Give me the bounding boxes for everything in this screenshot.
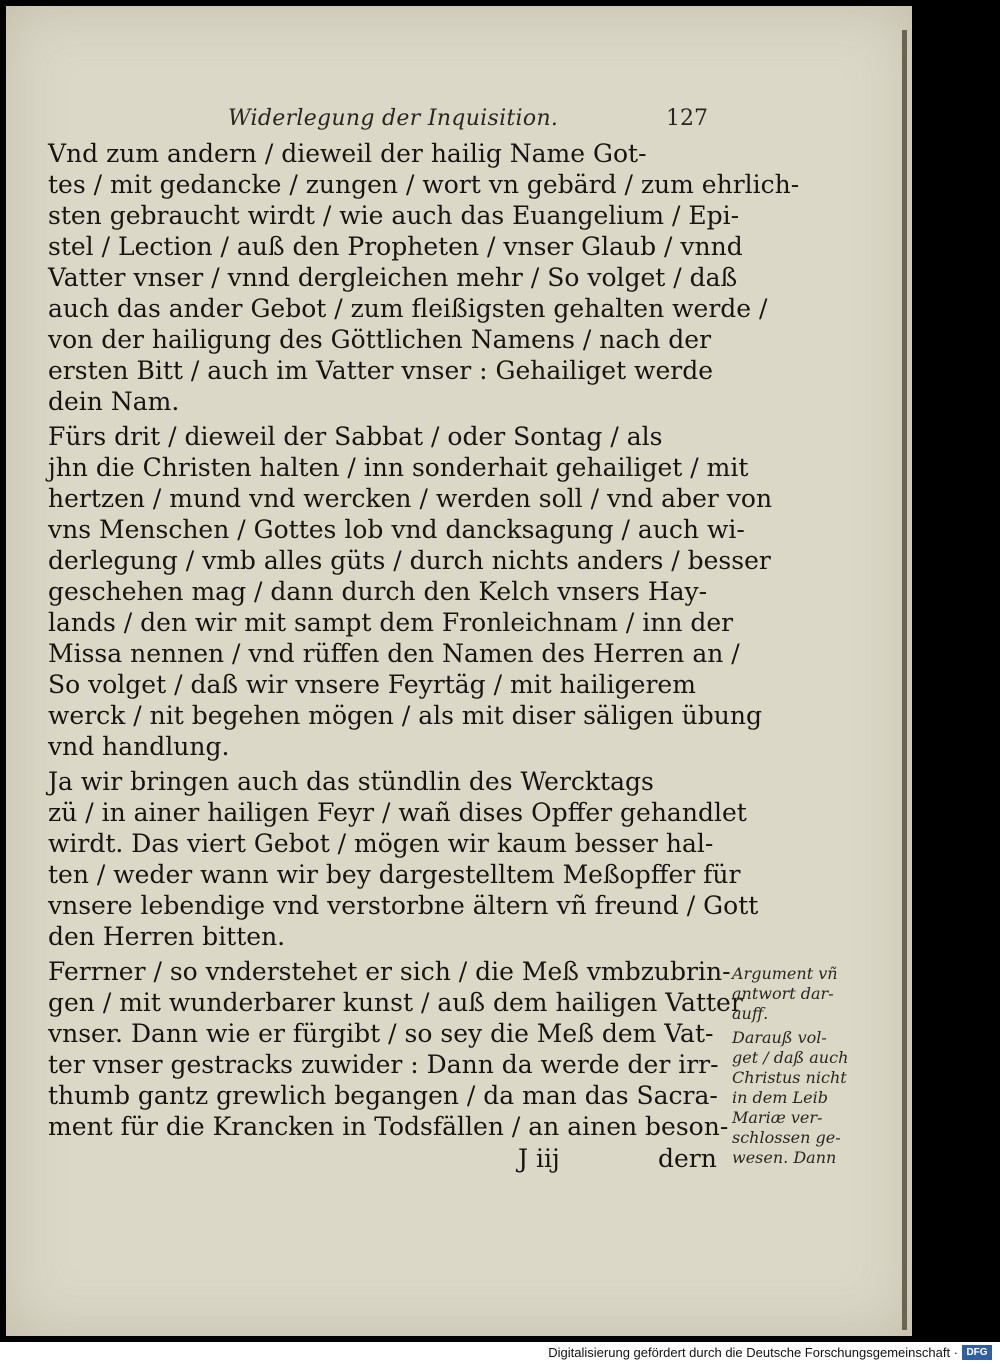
- text-line: geschehen mag / dann durch den Kelch vnsers Hay-: [48, 577, 708, 606]
- signature-mark: J iij: [518, 1144, 560, 1173]
- text-line: Vnd zum andern / dieweil der hailig Name Got-: [48, 139, 647, 168]
- text-line: Vatter vnser / vnnd dergleichen mehr / So volget / daß: [48, 263, 738, 292]
- text-line: Ferrner / so vnderstehet er sich / die Meß vmbzubrin-: [48, 957, 731, 986]
- funding-notice: Digitalisierung gefördert durch die Deutsche Forschungsgemeinschaft ·: [548, 1345, 958, 1360]
- text-line: So volget / daß wir vnsere Feyrtäg / mit hailigerem: [48, 670, 696, 699]
- margin-note-line: Christus nicht: [732, 1068, 847, 1087]
- book-page: [6, 6, 912, 1336]
- running-head: Widerlegung der Inquisition.: [228, 106, 559, 131]
- margin-note-line: schlossen ge-: [732, 1128, 841, 1147]
- text-line: werck / nit begehen mögen / als mit diser säligen übung: [48, 701, 762, 730]
- text-line: vns Menschen / Gottes lob vnd dancksagung / auch wi-: [48, 515, 745, 544]
- text-line: zü / in ainer hailigen Feyr / wañ dises Opffer gehandlet: [48, 798, 747, 827]
- text-line: hertzen / mund vnd wercken / werden soll / vnd aber von: [48, 484, 773, 513]
- text-line: gen / mit wunderbarer kunst / auß dem hailigen Vatter: [48, 988, 743, 1017]
- margin-note-line: wesen. Dann: [732, 1148, 837, 1167]
- text-line: ter vnser gestracks zuwider : Dann da werde der irr-: [48, 1050, 719, 1079]
- margin-note-line: Argument vñ: [732, 964, 838, 983]
- text-line: Missa nennen / vnd rüffen den Namen des Herren an /: [48, 639, 740, 668]
- margin-note-line: in dem Leib: [732, 1088, 828, 1107]
- margin-note-line: auff.: [732, 1004, 769, 1023]
- text-line: den Herren bitten.: [48, 922, 286, 951]
- text-line: thumb gantz grewlich begangen / da man das Sacra-: [48, 1081, 718, 1110]
- text-line: auch das ander Gebot / zum fleißigsten gehalten werde /: [48, 294, 768, 323]
- dfg-logo: DFG: [962, 1345, 992, 1360]
- text-line: jhn die Christen halten / inn sonderhait gehailiget / mit: [48, 453, 749, 482]
- text-line: von der hailigung des Göttlichen Namens / nach der: [48, 325, 712, 354]
- text-line: stel / Lection / auß den Propheten / vnser Glaub / vnnd: [48, 232, 743, 261]
- text-line: ment für die Krancken in Todsfällen / an ainen beson-: [48, 1112, 729, 1141]
- margin-note-line: antwort dar-: [732, 984, 834, 1003]
- text-line: Fürs drit / dieweil der Sabbat / oder Sontag / als: [48, 422, 663, 451]
- text-line: lands / den wir mit sampt dem Fronleichnam / inn der: [48, 608, 734, 637]
- catchword: dern: [658, 1144, 717, 1173]
- text-line: derlegung / vmb alles güts / durch nichts anders / besser: [48, 546, 771, 575]
- text-line: tes / mit gedancke / zungen / wort vn gebärd / zum ehrlich-: [48, 170, 800, 199]
- text-line: wirdt. Das viert Gebot / mögen wir kaum besser hal-: [48, 829, 714, 858]
- text-line: sten gebraucht wirdt / wie auch das Euangelium / Epi-: [48, 201, 740, 230]
- text-line: vnsere lebendige vnd verstorbne ältern vñ freund / Gott: [48, 891, 759, 920]
- margin-note-line: Darauß vol-: [732, 1028, 827, 1047]
- margin-note: [732, 964, 862, 1024]
- text-line: vnd handlung.: [48, 732, 230, 761]
- margin-notes: [732, 964, 862, 1172]
- margin-note-line: Mariæ ver-: [732, 1108, 823, 1127]
- paragraph: [48, 766, 759, 952]
- margin-note-line: get / daß auch: [732, 1048, 849, 1067]
- paragraph: [48, 956, 743, 1142]
- footer-bar: [0, 1342, 1000, 1364]
- text-line: Ja wir bringen auch das stündlin des Wercktags: [48, 767, 654, 796]
- text-line: dein Nam.: [48, 387, 180, 416]
- paragraph: [48, 421, 773, 762]
- text-line: ersten Bitt / auch im Vatter vnser : Gehailiget werde: [48, 356, 714, 385]
- paragraph: [48, 138, 800, 417]
- margin-note: [732, 1028, 862, 1168]
- page-edge: [902, 30, 907, 1330]
- text-line: vnser. Dann wie er fürgibt / so sey die Meß dem Vat-: [48, 1019, 714, 1048]
- text-line: ten / weder wann wir bey dargestelltem Meßopffer für: [48, 860, 741, 889]
- page-number: 127: [666, 106, 708, 131]
